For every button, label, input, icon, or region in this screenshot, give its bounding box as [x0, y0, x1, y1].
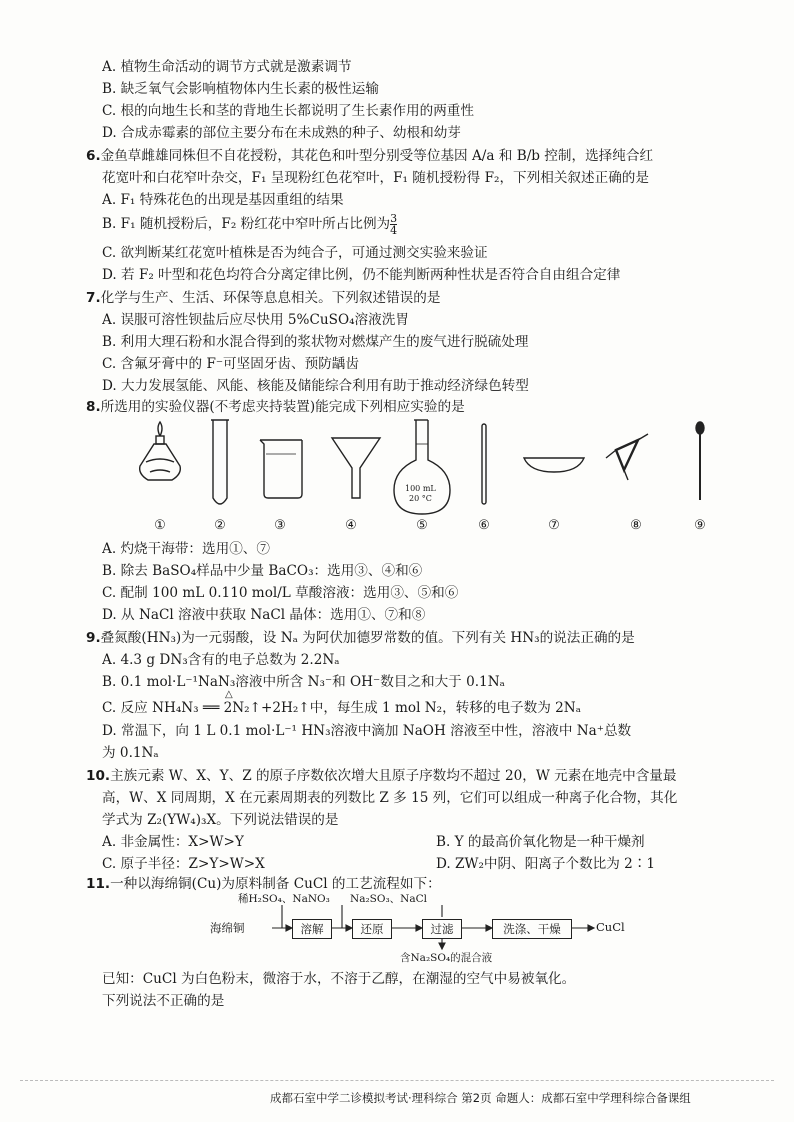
test-tube-icon — [211, 420, 229, 504]
q9-option-a: A. 4.3 g DN₃含有的电子总数为 2.2Nₐ — [102, 652, 340, 668]
q7-stem: 7.化学与生产、生活、环保等息息相关。下列叙述错误的是 — [86, 290, 441, 306]
funnel-icon — [332, 438, 380, 498]
q6-fraction: $\frac{3}{4}$ — [390, 212, 398, 237]
q7-option-b: B. 利用大理石粉和水混合得到的浆状物对燃煤产生的废气进行脱硫处理 — [102, 334, 529, 350]
q6-option-c: C. 欲判断某红花宽叶植株是否为纯合子，可通过测交实验来验证 — [102, 245, 488, 261]
q10-stem-line2: 高，W、X 同周期，X 在元素周期表的列数比 Z 多 15 列，它们可以组成一种离子化合物，其化 — [102, 790, 678, 806]
flow-byproduct: 含Na₂SO₄的混合液 — [400, 952, 493, 964]
page-footer: 成都石室中学二诊模拟考试·理科综合 第2页 命题人：成都石室中学理科综合备课组 — [270, 1091, 691, 1105]
q10-option-a: A. 非金属性：X>W>Y — [102, 834, 244, 850]
q5-option-b: B. 缺乏氧气会影响植物体内生长素的极性运输 — [102, 81, 379, 97]
flow-reagent-reduce: Na₂SO₃、NaCl — [350, 893, 428, 905]
q9-option-d-line2: 为 0.1Nₐ — [102, 745, 159, 761]
q8-option-a: A. 灼烧干海带：选用①、⑦ — [102, 541, 270, 557]
q6-number: 6. — [86, 148, 101, 164]
equipment-label-2: ② — [214, 518, 226, 533]
equipment-label-4: ④ — [345, 518, 357, 533]
flow-step-dissolve: 溶解 — [292, 919, 332, 939]
q7-number: 7. — [86, 290, 101, 306]
q10-stem-line1: 10.主族元素 W、X、Y、Z 的原子序数依次增大且原子序数均不超过 20，W 元素在地壳中含量最 — [86, 768, 677, 784]
flow-step-reduce: 还原 — [352, 919, 392, 939]
q10-option-b: B. Y 的最高价氧化物是一种干燥剂 — [436, 834, 645, 850]
equipment-label-9: ⑨ — [694, 518, 706, 533]
equipment-label-7: ⑦ — [548, 518, 560, 533]
q6-option-a: A. F₁ 特殊花色的出现是基因重组的结果 — [102, 192, 344, 208]
q9-option-b: B. 0.1 mol·L⁻¹NaN₃溶液中所含 N₃⁻和 OH⁻数目之和大于 0.1Nₐ — [102, 674, 505, 690]
flow-step-wash-dry: 洗涤、干燥 — [492, 919, 572, 939]
clay-triangle-icon — [606, 434, 648, 480]
flow-product: CuCl — [596, 920, 625, 934]
q8-option-d: D. 从 NaCl 溶液中获取 NaCl 晶体：选用①、⑦和⑧ — [102, 607, 426, 623]
q5-option-c: C. 根的向地生长和茎的背地生长都说明了生长素作用的两重性 — [102, 103, 474, 119]
equipment-label-5: ⑤ — [416, 518, 428, 533]
flask-temperature-label: 20 °C — [409, 494, 432, 503]
flow-start-material: 海绵铜 — [210, 921, 245, 935]
flow-reagent-dissolve: 稀H₂SO₄、NaNO₃ — [238, 893, 330, 905]
q7-option-c: C. 含氟牙膏中的 F⁻可坚固牙齿、预防龋齿 — [102, 356, 359, 372]
q9-number: 9. — [86, 630, 101, 646]
equipment-label-1: ① — [154, 518, 166, 533]
q8-stem: 8.所选用的实验仪器(不考虑夹持装置)能完成下列相应实验的是 — [86, 399, 465, 415]
flask-capacity-label: 100 mL — [405, 484, 436, 493]
q9-stem: 9.叠氮酸(HN₃)为一元弱酸，设 Nₐ 为阿伏加德罗常数的值。下列有关 HN₃的说法正确的是 — [86, 630, 635, 646]
dropper-icon — [696, 422, 704, 500]
q10-option-c: C. 原子半径：Z>Y>W>X — [102, 856, 265, 872]
beaker-icon — [260, 440, 302, 498]
q11-ask: 下列说法不正确的是 — [102, 993, 225, 1009]
evaporating-dish-icon — [524, 458, 584, 472]
equipment-label-6: ⑥ — [478, 518, 490, 533]
q6-option-b: B. F₁ 随机授粉后，F₂ 粉红花中窄叶所占比例为 $\frac{3}{4}$ — [102, 212, 398, 237]
q5-option-d: D. 合成赤霉素的部位主要分布在未成熟的种子、幼根和幼芽 — [102, 125, 461, 141]
q8-option-c: C. 配制 100 mL 0.110 mol/L 草酸溶液：选用③、⑤和⑥ — [102, 585, 459, 601]
q6-option-d: D. 若 F₂ 叶型和花色均符合分离定律比例，仍不能判断两种性状是否符合自由组合定律 — [102, 267, 621, 283]
glass-rod-icon — [482, 424, 486, 504]
q9-option-c: C. 反应 NH₄N₃ ══ 2N₂↑+2H₂↑中，每生成 1 mol N₂，转移的电子数为 2Nₐ — [102, 700, 581, 716]
q11-number: 11. — [86, 876, 111, 892]
flow-step-filter: 过滤 — [422, 919, 462, 939]
q10-number: 10. — [86, 768, 111, 784]
q11-stem: 11.一种以海绵铜(Cu)为原料制备 CuCl 的工艺流程如下： — [86, 876, 441, 892]
process-flow-diagram — [210, 887, 630, 967]
q7-option-d: D. 大力发展氢能、风能、核能及储能综合利用有助于推动经济绿色转型 — [102, 378, 529, 394]
q6-stem-line2: 花宽叶和白花窄叶杂交，F₁ 呈现粉红色花窄叶，F₁ 随机授粉得 F₂，下列相关叙述正确的是 — [102, 170, 649, 186]
q10-stem-line3: 学式为 Z₂(YW₄)₃X。下列说法错误的是 — [102, 812, 339, 828]
lab-equipment-figure — [120, 418, 720, 540]
q8-number: 8. — [86, 399, 101, 415]
alcohol-lamp-icon — [140, 422, 181, 480]
equipment-label-8: ⑧ — [630, 518, 642, 533]
heat-delta-symbol: △ — [225, 689, 233, 700]
q9-option-d-line1: D. 常温下，向 1 L 0.1 mol·L⁻¹ HN₃溶液中滴加 NaOH 溶液至中性，溶液中 Na⁺总数 — [102, 723, 632, 739]
equipment-label-3: ③ — [274, 518, 286, 533]
page-divider — [20, 1080, 774, 1081]
q5-option-a: A. 植物生命活动的调节方式就是激素调节 — [102, 59, 352, 75]
q8-option-b: B. 除去 BaSO₄样品中少量 BaCO₃：选用③、④和⑥ — [102, 563, 423, 579]
q11-known-info: 已知：CuCl 为白色粉末，微溶于水，不溶于乙醇，在潮湿的空气中易被氧化。 — [102, 971, 576, 987]
q6-stem-line1: 6.金鱼草雌雄同株但不自花授粉，其花色和叶型分别受等位基因 A/a 和 B/b 控制，选择纯合红 — [86, 148, 654, 164]
q10-option-d: D. ZW₂中阴、阳离子个数比为 2∶1 — [436, 856, 656, 872]
q7-option-a: A. 误服可溶性钡盐后应尽快用 5%CuSO₄溶液洗胃 — [102, 312, 409, 328]
